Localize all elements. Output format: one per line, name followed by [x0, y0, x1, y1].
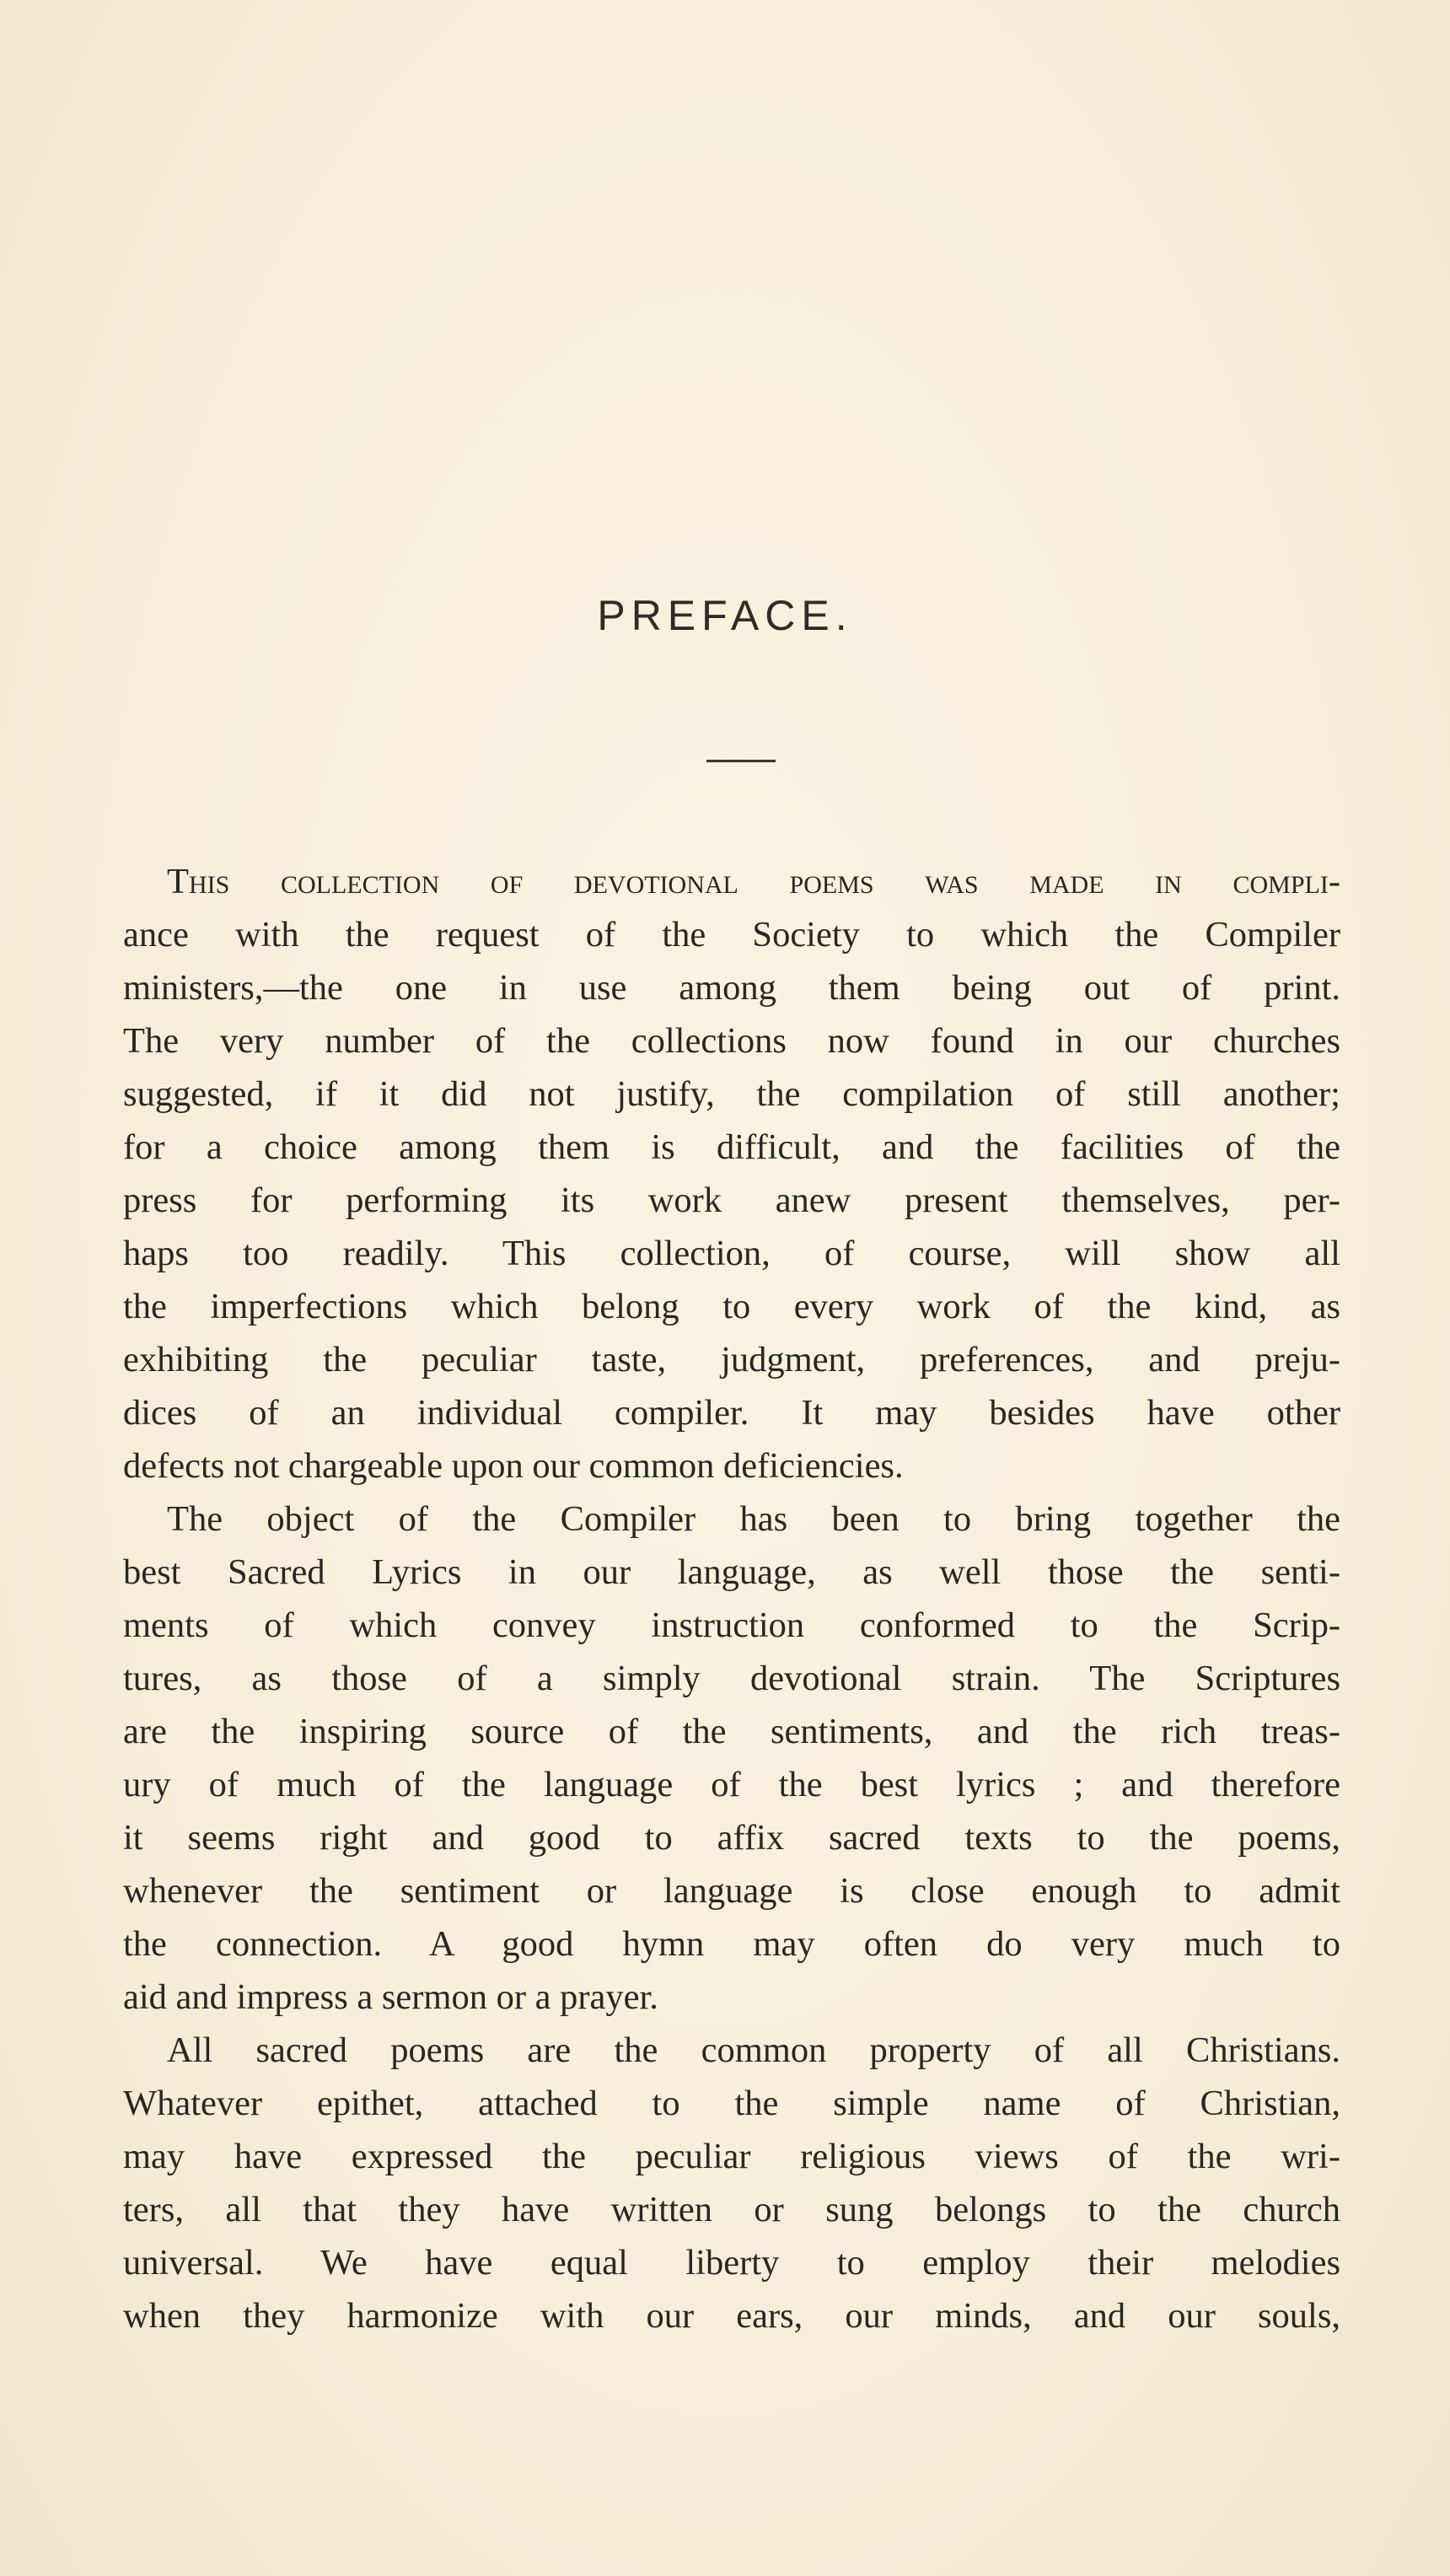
- text-line: ministers,—the one in use among them being out of print.: [123, 968, 1340, 1008]
- text-line: exhibiting the peculiar taste, judgment, preferences, and preju-: [123, 1340, 1340, 1379]
- text-line: The very number of the collections now found in our churches: [123, 1021, 1340, 1061]
- text-line-content: This collection of devotional poems was made in compli-: [167, 862, 1340, 901]
- paragraph-1: [123, 855, 1340, 1492]
- text-line: whenever the sentiment or language is close enough to admit: [123, 1871, 1340, 1911]
- text-line: aid and impress a sermon or a prayer.: [123, 1977, 658, 2017]
- text-line: suggested, if it did not justify, the compilation of still another;: [123, 1074, 1340, 1114]
- text-line: haps too readily. This collection, of course, will show all: [123, 1234, 1340, 1273]
- text-line: the connection. A good hymn may often do very much to: [123, 1924, 1340, 1964]
- text-line: best Sacred Lyrics in our language, as well those the senti-: [123, 1552, 1340, 1592]
- text-line: press for performing its work anew present themselves, per-: [123, 1180, 1340, 1220]
- title-rule: [706, 760, 776, 762]
- text-line: the imperfections which belong to every work of the kind, as: [123, 1287, 1340, 1326]
- text-line: universal. We have equal liberty to employ their melodies: [123, 2243, 1340, 2283]
- text-line: The object of the Compiler has been to bring together the: [167, 1499, 1340, 1539]
- text-line: ters, all that they have written or sung belongs to the church: [123, 2190, 1340, 2229]
- page-title: PREFACE.: [597, 592, 853, 639]
- text-line: may have expressed the peculiar religious views of the wri-: [123, 2137, 1340, 2176]
- text-line: it seems right and good to affix sacred texts to the poems,: [123, 1818, 1340, 1858]
- preface-body: [123, 855, 1340, 2342]
- text-line: dices of an individual compiler. It may besides have other: [123, 1393, 1340, 1433]
- text-line: ance with the request of the Society to which the Compiler: [123, 915, 1340, 955]
- text-line: defects not chargeable upon our common deficiencies.: [123, 1446, 904, 1486]
- text-line: All sacred poems are the common property of all Christians.: [167, 2030, 1340, 2070]
- text-line: are the inspiring source of the sentiments, and the rich treas-: [123, 1712, 1340, 1751]
- text-line: [123, 855, 1340, 908]
- text-line: for a choice among them is difficult, and the facilities of the: [123, 1127, 1340, 1167]
- paragraph-3: [123, 2024, 1340, 2342]
- text-line: ury of much of the language of the best lyrics ; and therefore: [123, 1765, 1340, 1804]
- paragraph-2: [123, 1492, 1340, 2024]
- text-line: tures, as those of a simply devotional strain. The Scriptures: [123, 1659, 1340, 1698]
- text-line: when they harmonize with our ears, our minds, and our souls,: [123, 2296, 1340, 2336]
- text-line: Whatever epithet, attached to the simple name of Christian,: [123, 2084, 1340, 2123]
- text-line: ments of which convey instruction conformed to the Scrip-: [123, 1605, 1340, 1645]
